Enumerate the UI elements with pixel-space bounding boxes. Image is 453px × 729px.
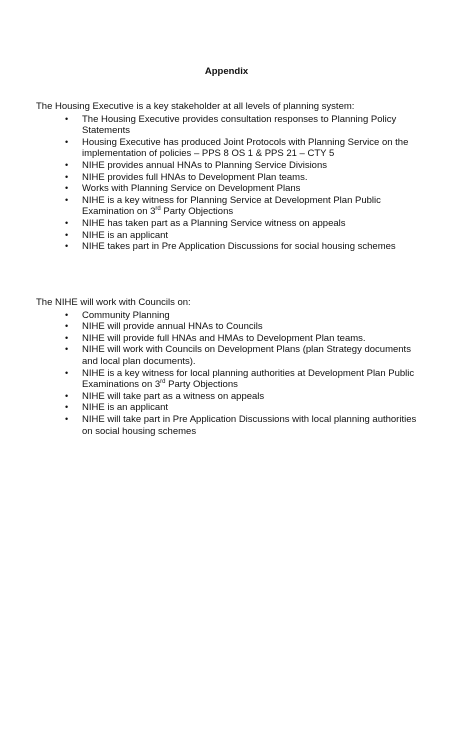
bullet-icon: • [65,321,69,332]
section-intro: The Housing Executive is a key stakeholder at all levels of planning system: [36,101,355,112]
bullet-icon: • [65,344,69,355]
list-item-text-pre: NIHE is a key witness for Planning Service at Development Plan Public Examination on 3 [82,194,381,218]
list-item [65,332,428,345]
list-item [65,159,428,172]
list-item [65,321,428,333]
list-item-text: Community Planning [82,309,170,321]
list-item-text: NIHE will take part in Pre Application Discussions with local planning authorities on social housing schemes [82,413,417,437]
list-item-text: NIHE provides full HNAs to Development Plan teams. [82,171,308,183]
list-item-text [82,195,381,218]
list-item [65,402,428,414]
ordinal-suffix: rd [155,206,161,213]
list-item [65,241,428,253]
list-item-text: NIHE will provide annual HNAs to Councils [82,321,263,333]
list-item-text-post: Party Objections [160,206,234,218]
list-item [65,194,428,218]
bullet-icon: • [65,171,69,182]
list-item-text: NIHE provides annual HNAs to Planning Service Divisions [82,159,328,171]
list-item-text: NIHE is an applicant [82,402,169,414]
bullet-list [36,310,428,438]
bullet-icon: • [65,159,69,170]
list-item-text: NIHE has taken part as a Planning Service witness on appeals [82,217,346,229]
section-intro: The NIHE will work with Councils on: [36,297,191,308]
bullet-icon: • [65,402,69,413]
bullet-icon: • [65,413,69,424]
list-item-text-pre: NIHE is a key witness for local planning authorities at Development Plan Public Examinations on 3 [82,367,415,391]
list-item [65,171,428,184]
bullet-icon: • [65,332,69,343]
bullet-icon: • [65,309,69,320]
list-item-text: NIHE is an applicant [82,229,169,241]
list-item-text-post: Party Objections [165,379,238,391]
list-item [65,113,428,137]
list-item [65,309,428,322]
list-item [65,390,428,403]
list-item-text: Works with Planning Service on Development Plans [82,183,301,195]
bullet-list [36,114,428,253]
list-item [65,413,428,437]
list-item-text: The Housing Executive provides consultation responses to Planning Policy Statements [82,113,397,137]
section-housing-executive [36,101,428,253]
bullet-icon: • [65,194,69,205]
list-item [65,217,428,230]
page-title: Appendix [204,66,249,77]
list-item-text: NIHE takes part in Pre Application Discussions for social housing schemes [82,241,396,253]
list-item-text: NIHE will provide full HNAs and HMAs to Development Plan teams. [82,332,366,344]
list-item [65,183,428,195]
list-item-text [82,368,414,391]
list-item [65,344,428,367]
bullet-icon: • [65,217,69,228]
list-item-text: Housing Executive has produced Joint Protocols with Planning Service on the implementation of policies – PPS 8 OS 1 & PPS 21 – CTY 5 [82,136,409,160]
bullet-icon: • [65,390,69,401]
list-item [65,367,428,391]
bullet-icon: • [65,229,69,240]
list-item-text: NIHE will take part as a witness on appeals [82,390,265,402]
section-councils [36,297,428,437]
bullet-icon: • [65,367,69,378]
list-item [65,136,428,160]
bullet-icon: • [65,113,69,124]
ordinal-suffix: rd [160,379,166,385]
list-item [65,229,428,242]
bullet-icon: • [65,241,69,252]
bullet-icon: • [65,183,69,194]
bullet-icon: • [65,136,69,147]
list-item-text: NIHE will work with Councils on Development Plans (plan Strategy documents and local plan documents). [82,344,411,367]
